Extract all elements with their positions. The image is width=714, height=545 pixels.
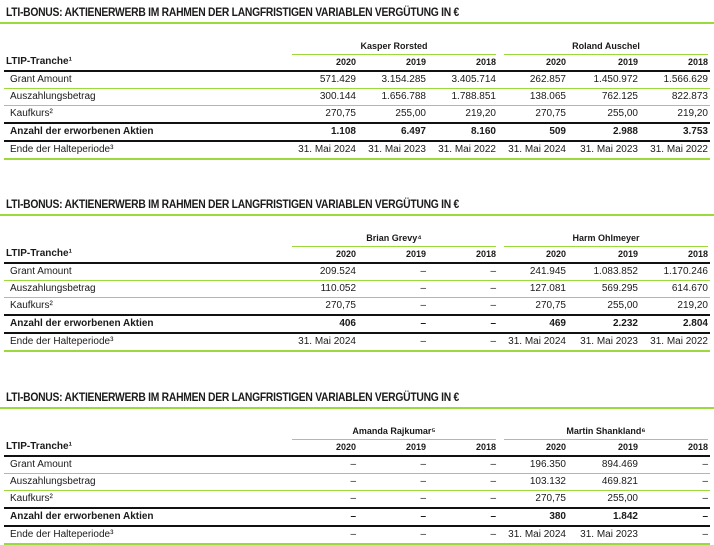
purchase-price-row [0, 491, 714, 507]
row-label: Ende der Halteperiode³ [10, 336, 114, 347]
table-cell: 219,20 [677, 108, 708, 119]
row-label: Anzahl der erworbenen Aktien [10, 318, 154, 329]
table-cell: – [702, 529, 708, 540]
year-header: 2020 [335, 442, 356, 452]
row-label: Anzahl der erworbenen Aktien [10, 126, 154, 137]
year-header: 2019 [617, 249, 638, 259]
table-cell: – [490, 493, 496, 504]
table-cell: 1.656.788 [381, 91, 426, 102]
table-cell: 1.566.629 [663, 74, 708, 85]
table-cell: – [350, 476, 356, 487]
shares-acquired-row [0, 509, 714, 525]
table-cell: 406 [339, 318, 356, 329]
table-cell: – [702, 511, 708, 522]
table-cell: 1.083.852 [593, 266, 638, 277]
table-cell: – [350, 459, 356, 470]
table-cell: – [420, 511, 426, 522]
person-name-right: Harm Ohlmeyer [572, 233, 640, 243]
table-cell: 1.842 [612, 511, 638, 522]
year-header: 2019 [405, 249, 426, 259]
table-cell: 6.497 [400, 126, 426, 137]
row-label: Auszahlungsbetrag [10, 476, 96, 487]
table-cell: 31. Mai 2022 [650, 336, 708, 347]
table-cell: 196.350 [529, 459, 566, 470]
person-header-row [0, 38, 714, 54]
table-cell: 380 [549, 511, 566, 522]
section-title: LTI-BONUS: AKTIENERWERB IM RAHMEN DER LANGFRISTIGEN VARIABLEN VERGÜTUNG IN € [6, 197, 460, 211]
table-cell: 509 [549, 126, 566, 137]
table-cell: – [420, 266, 426, 277]
table-cell: 8.160 [470, 126, 496, 137]
table-cell: 2.804 [682, 318, 708, 329]
table-cell: 1.450.972 [593, 74, 638, 85]
year-header: 2018 [475, 442, 496, 452]
row-label: Kaufkurs² [10, 300, 53, 311]
data-table [0, 230, 714, 352]
table-cell: 762.125 [601, 91, 638, 102]
table-section [0, 389, 714, 540]
table-cell: 255,00 [607, 493, 638, 504]
table-cell: – [702, 493, 708, 504]
year-header: 2020 [545, 249, 566, 259]
year-header: 2018 [475, 57, 496, 67]
table-cell: 219,20 [677, 300, 708, 311]
purchase-price-row [0, 106, 714, 122]
tranche-label: LTIP-Tranche¹ [6, 441, 72, 452]
table-cell: 2.232 [612, 318, 638, 329]
table-cell: – [350, 511, 356, 522]
table-cell: 31. Mai 2024 [508, 144, 566, 155]
table-cell: 31. Mai 2023 [368, 144, 426, 155]
table-cell: 1.788.851 [451, 91, 496, 102]
shares-acquired-row [0, 124, 714, 140]
purchase-price-row [0, 298, 714, 314]
table-cell: 241.945 [529, 266, 566, 277]
table-cell: 262.857 [529, 74, 566, 85]
table-cell: – [420, 300, 426, 311]
table-cell: 209.524 [319, 266, 356, 277]
title-underline [0, 407, 714, 409]
tranche-label: LTIP-Tranche¹ [6, 56, 72, 67]
table-cell: 110.052 [320, 283, 356, 294]
table-cell: – [490, 300, 496, 311]
table-cell: – [702, 476, 708, 487]
table-cell: 569.295 [601, 283, 638, 294]
table-cell: 3.753 [682, 126, 708, 137]
table-cell: 270,75 [535, 493, 566, 504]
year-header: 2018 [687, 57, 708, 67]
table-cell: 3.405.714 [451, 74, 496, 85]
person-name-right: Roland Auschel [572, 41, 640, 51]
person-name-left: Kasper Rorsted [360, 41, 428, 51]
year-header: 2020 [545, 442, 566, 452]
table-cell: 270,75 [535, 300, 566, 311]
row-label: Auszahlungsbetrag [10, 283, 96, 294]
table-cell: – [420, 459, 426, 470]
grant-amount-row [0, 264, 714, 280]
person-header-row [0, 230, 714, 246]
table-cell: 31. Mai 2023 [580, 144, 638, 155]
table-cell: 270,75 [325, 300, 356, 311]
row-label: Anzahl der erworbenen Aktien [10, 511, 154, 522]
year-header: 2020 [335, 57, 356, 67]
year-header-row [0, 246, 714, 262]
row-divider [4, 350, 710, 352]
table-cell: – [490, 336, 496, 347]
table-cell: 255,00 [395, 108, 426, 119]
table-section [0, 4, 714, 155]
table-cell: 1.170.246 [663, 266, 708, 277]
title-underline [0, 214, 714, 216]
year-header: 2018 [687, 442, 708, 452]
table-cell: 31. Mai 2023 [580, 529, 638, 540]
table-cell: 31. Mai 2022 [438, 144, 496, 155]
table-cell: 822.873 [671, 91, 708, 102]
year-header-row [0, 439, 714, 455]
data-table [0, 38, 714, 160]
table-cell: 127.081 [529, 283, 566, 294]
row-label: Grant Amount [10, 266, 72, 277]
table-cell: 31. Mai 2022 [650, 144, 708, 155]
table-cell: 1.108 [330, 126, 356, 137]
table-cell: 31. Mai 2023 [580, 336, 638, 347]
person-name-left: Brian Grevy⁴ [366, 233, 422, 243]
tranche-label: LTIP-Tranche¹ [6, 248, 72, 259]
year-header: 2020 [335, 249, 356, 259]
holding-end-row [0, 527, 714, 543]
year-header: 2018 [687, 249, 708, 259]
table-cell: 469.821 [601, 476, 638, 487]
table-cell: 270,75 [535, 108, 566, 119]
table-cell: 270,75 [325, 108, 356, 119]
table-cell: – [490, 511, 496, 522]
row-label: Kaufkurs² [10, 108, 53, 119]
table-cell: – [490, 283, 496, 294]
year-header: 2019 [405, 57, 426, 67]
grant-amount-row [0, 457, 714, 473]
table-cell: 2.988 [612, 126, 638, 137]
row-label: Ende der Halteperiode³ [10, 529, 114, 540]
table-cell: – [702, 459, 708, 470]
table-cell: 31. Mai 2024 [298, 144, 356, 155]
row-label: Ende der Halteperiode³ [10, 144, 114, 155]
table-cell: – [420, 493, 426, 504]
section-title: LTI-BONUS: AKTIENERWERB IM RAHMEN DER LANGFRISTIGEN VARIABLEN VERGÜTUNG IN € [6, 5, 460, 19]
payout-row [0, 89, 714, 105]
table-cell: 300.144 [319, 91, 356, 102]
table-cell: 31. Mai 2024 [508, 529, 566, 540]
table-cell: – [350, 529, 356, 540]
row-divider [4, 158, 710, 160]
table-cell: – [420, 336, 426, 347]
table-cell: – [420, 529, 426, 540]
holding-end-row [0, 142, 714, 158]
table-cell: 894.469 [601, 459, 638, 470]
section-title: LTI-BONUS: AKTIENERWERB IM RAHMEN DER LANGFRISTIGEN VARIABLEN VERGÜTUNG IN € [6, 390, 460, 404]
table-cell: 614.670 [671, 283, 708, 294]
table-cell: 31. Mai 2024 [298, 336, 356, 347]
table-cell: – [490, 318, 496, 329]
table-cell: – [420, 283, 426, 294]
table-cell: – [490, 476, 496, 487]
table-cell: 255,00 [607, 300, 638, 311]
payout-row [0, 474, 714, 490]
row-label: Grant Amount [10, 459, 72, 470]
title-underline [0, 22, 714, 24]
table-cell: – [490, 459, 496, 470]
person-name-left: Amanda Rajkumar⁵ [352, 426, 436, 436]
year-header-row [0, 54, 714, 70]
payout-row [0, 281, 714, 297]
table-cell: 255,00 [607, 108, 638, 119]
table-cell: 3.154.285 [381, 74, 426, 85]
data-table [0, 423, 714, 545]
table-cell: 138.065 [529, 91, 566, 102]
table-section [0, 196, 714, 347]
year-header: 2020 [545, 57, 566, 67]
shares-acquired-row [0, 316, 714, 332]
person-name-right: Martin Shankland⁶ [566, 426, 646, 436]
table-cell: 103.132 [529, 476, 566, 487]
row-label: Auszahlungsbetrag [10, 91, 96, 102]
year-header: 2018 [475, 249, 496, 259]
row-label: Kaufkurs² [10, 493, 53, 504]
table-cell: – [490, 529, 496, 540]
year-header: 2019 [405, 442, 426, 452]
year-header: 2019 [617, 442, 638, 452]
person-header-row [0, 423, 714, 439]
table-cell: 469 [549, 318, 566, 329]
table-cell: – [420, 318, 426, 329]
table-cell: – [490, 266, 496, 277]
table-cell: – [420, 476, 426, 487]
table-cell: 31. Mai 2024 [508, 336, 566, 347]
holding-end-row [0, 334, 714, 350]
table-cell: 571.429 [319, 74, 356, 85]
table-cell: 219,20 [465, 108, 496, 119]
table-cell: – [350, 493, 356, 504]
row-label: Grant Amount [10, 74, 72, 85]
grant-amount-row [0, 72, 714, 88]
year-header: 2019 [617, 57, 638, 67]
